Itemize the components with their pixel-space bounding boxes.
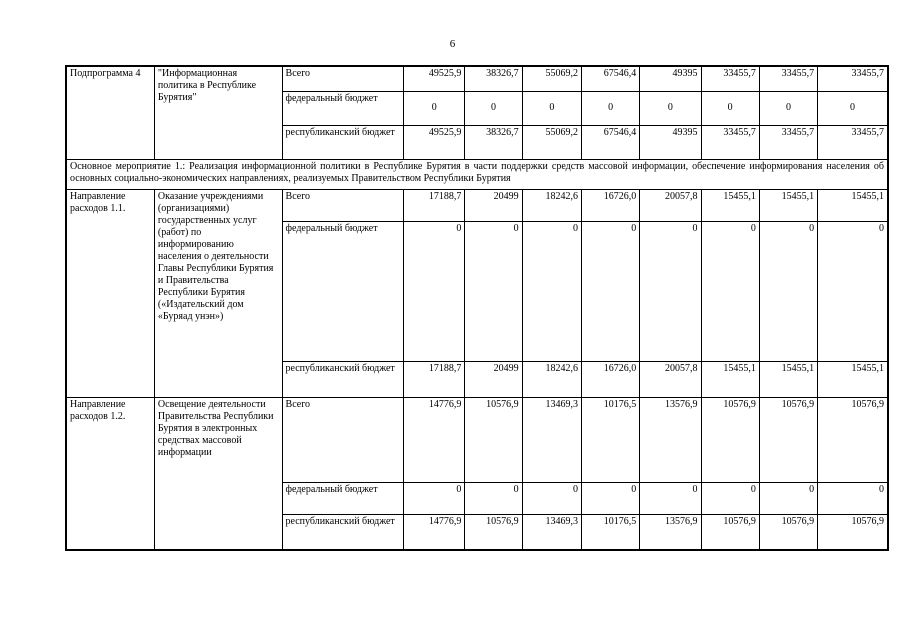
value-cell: 13576,9 xyxy=(640,397,701,482)
value-cell: 10576,9 xyxy=(818,397,888,482)
table-body xyxy=(66,66,888,550)
value-cell: 13576,9 xyxy=(640,514,701,550)
value-cell: 18242,6 xyxy=(522,189,581,221)
funding-source-cell: Всего xyxy=(282,189,404,221)
funding-source-cell: Всего xyxy=(282,66,404,91)
value-cell: 20057,8 xyxy=(640,361,701,397)
main-event-row xyxy=(66,159,888,189)
value-cell: 10576,9 xyxy=(818,514,888,550)
value-cell: 0 xyxy=(818,221,888,361)
value-cell: 49395 xyxy=(640,125,701,159)
value-cell: 0 xyxy=(522,91,581,125)
value-cell: 33455,7 xyxy=(701,125,759,159)
value-cell: 49395 xyxy=(640,66,701,91)
value-cell: 16726,0 xyxy=(581,189,639,221)
value-cell: 10576,9 xyxy=(701,514,759,550)
value-cell: 33455,7 xyxy=(759,125,817,159)
value-cell: 0 xyxy=(581,221,639,361)
value-cell: 33455,7 xyxy=(818,125,888,159)
value-cell: 0 xyxy=(640,91,701,125)
row-name-cell: Освещение деятельности Правительства Республики Бурятия в электронных средствах массовой информации xyxy=(154,397,282,550)
value-cell: 0 xyxy=(581,91,639,125)
value-cell: 33455,7 xyxy=(818,66,888,91)
row-label-cell: Подпрограмма 4 xyxy=(66,66,154,159)
value-cell: 0 xyxy=(701,221,759,361)
value-cell: 0 xyxy=(581,482,639,514)
value-cell: 10176,5 xyxy=(581,397,639,482)
value-cell: 20057,8 xyxy=(640,189,701,221)
value-cell: 0 xyxy=(759,482,817,514)
value-cell: 15455,1 xyxy=(701,361,759,397)
funding-source-cell: федеральный бюджет xyxy=(282,91,404,125)
table-row xyxy=(66,189,888,221)
value-cell: 10576,9 xyxy=(759,514,817,550)
value-cell: 13469,3 xyxy=(522,397,581,482)
row-label-cell: Направление расходов 1.2. xyxy=(66,397,154,550)
value-cell: 10576,9 xyxy=(759,397,817,482)
value-cell: 33455,7 xyxy=(759,66,817,91)
value-cell: 33455,7 xyxy=(701,66,759,91)
main-event-cell: Основное мероприятие 1.: Реализация информационной политики в Республике Бурятия в части поддержки средств массовой информации, обеспечение информирования населения об основных социально-экономических направлениях, реализуемых Правительством Республики Бурятия xyxy=(66,159,888,189)
row-name-cell: "Информационная политика в Республике Бурятия" xyxy=(154,66,282,159)
value-cell: 0 xyxy=(818,482,888,514)
value-cell: 20499 xyxy=(465,361,522,397)
value-cell: 0 xyxy=(701,482,759,514)
value-cell: 10576,9 xyxy=(465,514,522,550)
value-cell: 0 xyxy=(522,482,581,514)
row-name-cell: Оказание учреждениями (организациями) государственных услуг (работ) по информированию населения о деятельности Главы Республики Бурятия и Правительства Республики Бурятия («Издательский дом «Буряад унэн») xyxy=(154,189,282,397)
value-cell: 0 xyxy=(404,221,465,361)
value-cell: 15455,1 xyxy=(759,189,817,221)
value-cell: 0 xyxy=(640,482,701,514)
funding-source-cell: республиканский бюджет xyxy=(282,514,404,550)
value-cell: 20499 xyxy=(465,189,522,221)
value-cell: 17188,7 xyxy=(404,189,465,221)
value-cell: 38326,7 xyxy=(465,125,522,159)
funding-source-cell: республиканский бюджет xyxy=(282,361,404,397)
value-cell: 67546,4 xyxy=(581,66,639,91)
value-cell: 15455,1 xyxy=(759,361,817,397)
value-cell: 15455,1 xyxy=(818,361,888,397)
funding-source-cell: федеральный бюджет xyxy=(282,482,404,514)
value-cell: 17188,7 xyxy=(404,361,465,397)
value-cell: 0 xyxy=(818,91,888,125)
value-cell: 0 xyxy=(465,91,522,125)
value-cell: 0 xyxy=(759,91,817,125)
value-cell: 16726,0 xyxy=(581,361,639,397)
row-label-cell: Направление расходов 1.1. xyxy=(66,189,154,397)
funding-source-cell: Всего xyxy=(282,397,404,482)
value-cell: 15455,1 xyxy=(701,189,759,221)
value-cell: 0 xyxy=(759,221,817,361)
value-cell: 49525,9 xyxy=(404,125,465,159)
value-cell: 14776,9 xyxy=(404,397,465,482)
value-cell: 55069,2 xyxy=(522,66,581,91)
value-cell: 10576,9 xyxy=(701,397,759,482)
value-cell: 0 xyxy=(404,482,465,514)
value-cell: 15455,1 xyxy=(818,189,888,221)
value-cell: 10576,9 xyxy=(465,397,522,482)
value-cell: 0 xyxy=(640,221,701,361)
value-cell: 55069,2 xyxy=(522,125,581,159)
value-cell: 38326,7 xyxy=(465,66,522,91)
value-cell: 0 xyxy=(701,91,759,125)
value-cell: 14776,9 xyxy=(404,514,465,550)
value-cell: 67546,4 xyxy=(581,125,639,159)
value-cell: 0 xyxy=(522,221,581,361)
page-number: 6 xyxy=(449,38,456,50)
value-cell: 0 xyxy=(404,91,465,125)
table-row xyxy=(66,66,888,91)
table-row xyxy=(66,397,888,482)
value-cell: 18242,6 xyxy=(522,361,581,397)
budget-table xyxy=(65,65,889,551)
value-cell: 49525,9 xyxy=(404,66,465,91)
value-cell: 10176,5 xyxy=(581,514,639,550)
funding-source-cell: федеральный бюджет xyxy=(282,221,404,361)
value-cell: 0 xyxy=(465,221,522,361)
value-cell: 13469,3 xyxy=(522,514,581,550)
value-cell: 0 xyxy=(465,482,522,514)
funding-source-cell: республиканский бюджет xyxy=(282,125,404,159)
